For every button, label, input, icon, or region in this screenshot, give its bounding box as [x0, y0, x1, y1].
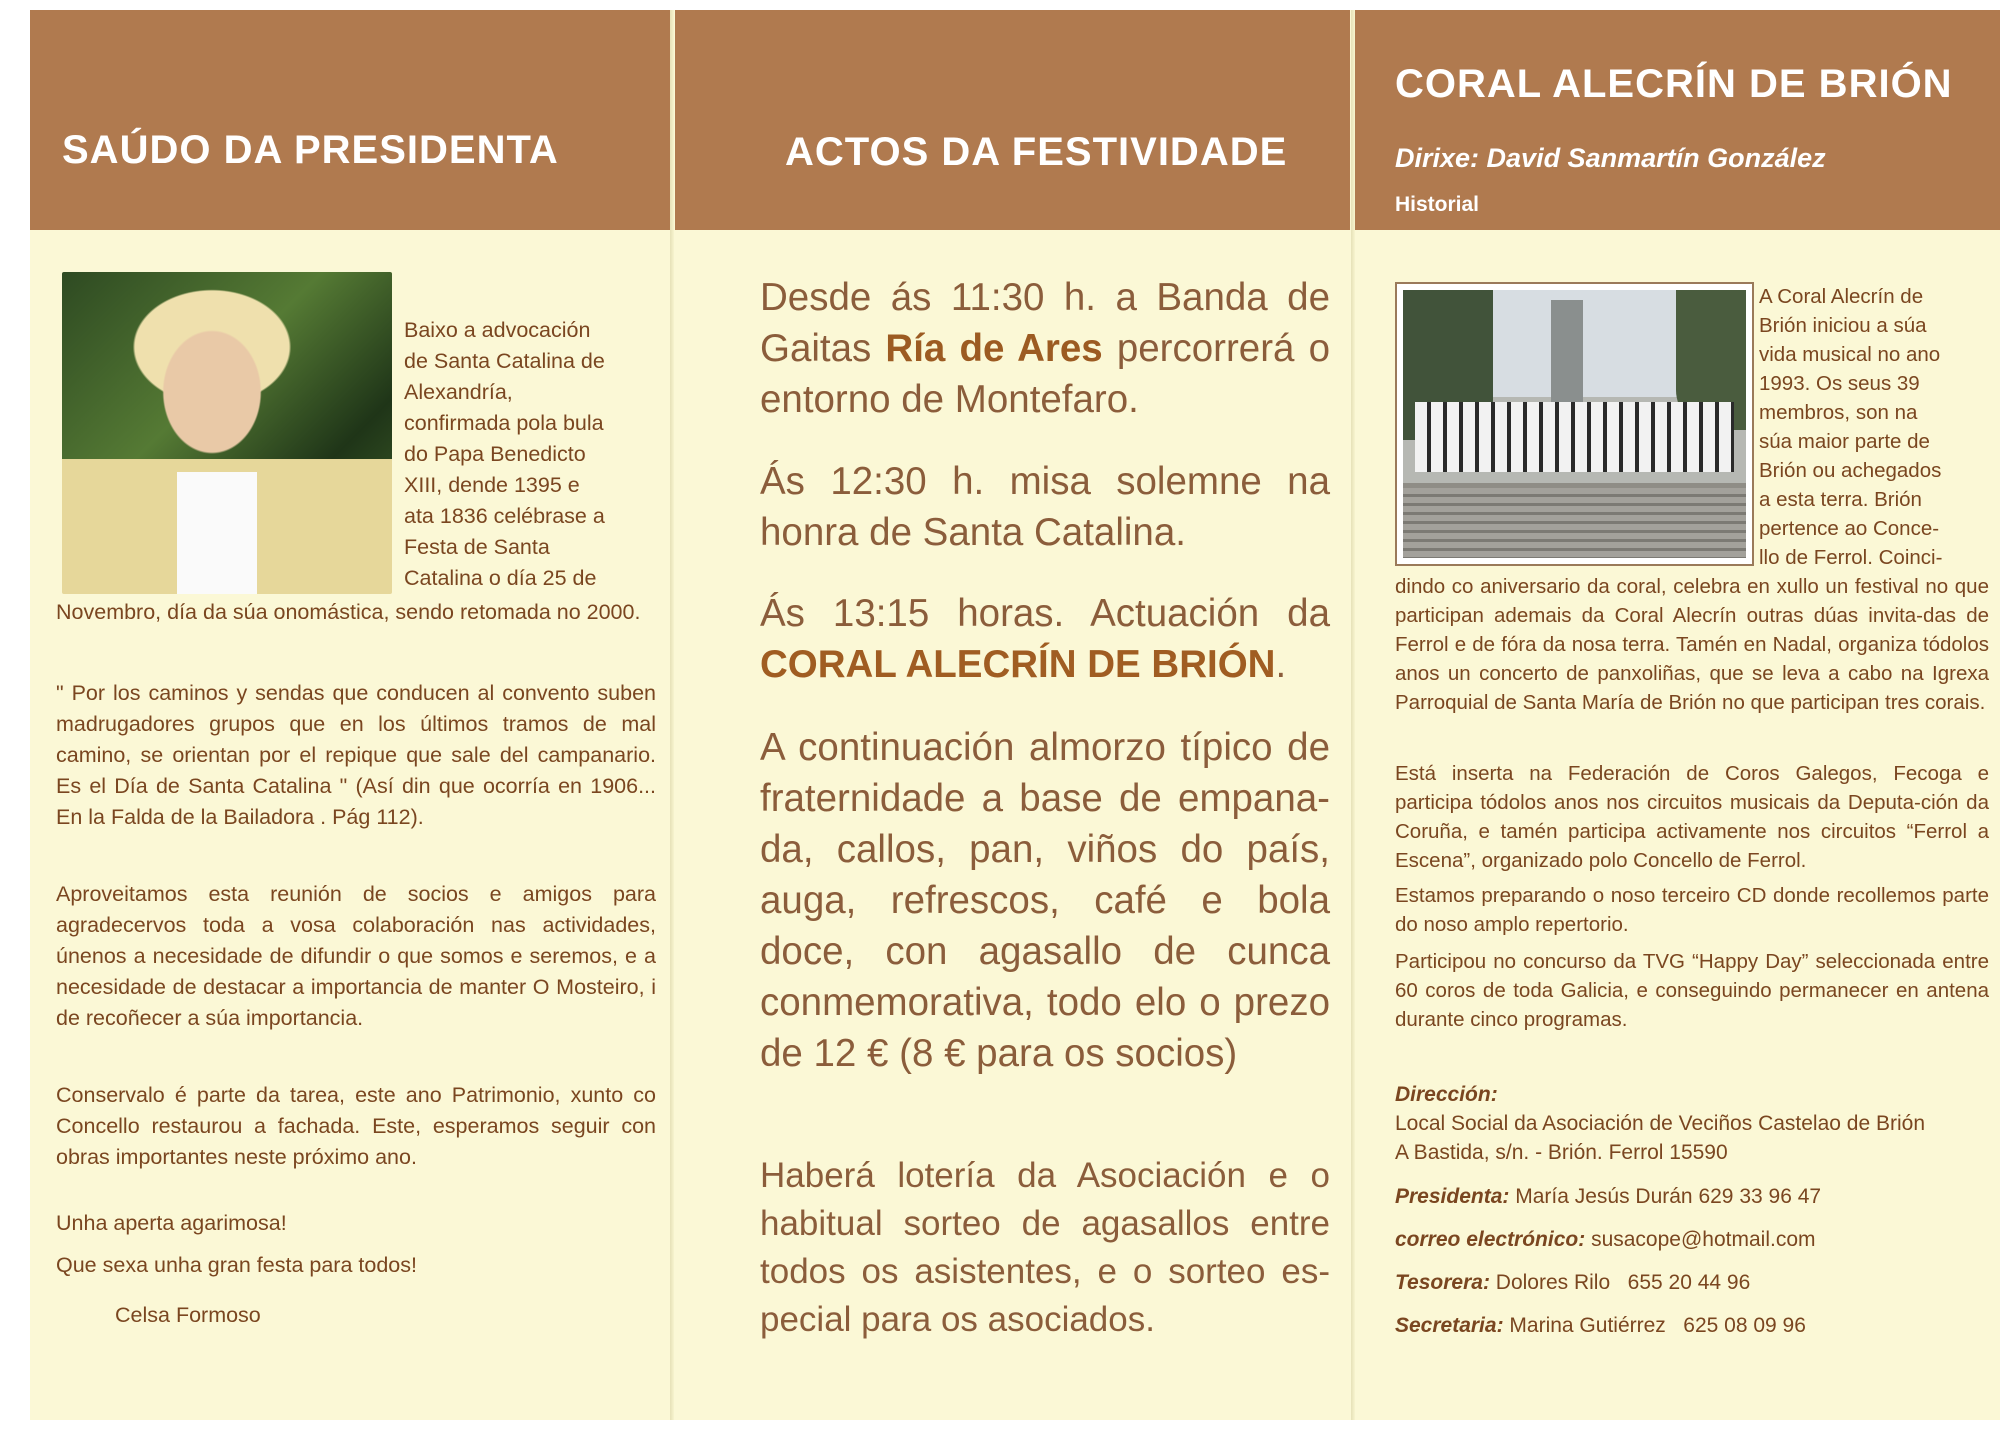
- president-photo: [62, 272, 392, 594]
- thanks-paragraph: Aproveitamos esta reunión de socios e amigos para agradecervos toda a vosa colaboración nas actividades, únenos a necesidade de difundir o que somos e seremos, e a necesidade de destacar a importancia de manter O Mosteiro, i de recoñecer a súa importancia.: [56, 882, 656, 1030]
- panel-title: ACTOS DA FESTIVIDADE: [785, 130, 1288, 174]
- director-line: Dirixe: David Sanmartín González: [1395, 143, 1826, 173]
- signature: Celsa Formoso: [115, 1303, 261, 1327]
- band-name: Ría de Ares: [885, 327, 1103, 370]
- brochure-sheet: [30, 10, 2000, 1420]
- history-paragraph-3: Estamos preparando o noso terceiro CD donde recollemos parte do noso amplo repertorio.: [1395, 884, 1989, 936]
- choir-photo: [1395, 282, 1754, 566]
- panel-president-greeting: [30, 10, 670, 1420]
- address-line-1: Local Social da Asociación de Veciños Castelao de Brión: [1395, 1112, 1926, 1135]
- act-lottery: Haberá lotería da Asociación e o habitual sorteo de agasallos entre todos os asistentes, e o sorteo es-pecial para os asociados.: [760, 1156, 1330, 1339]
- panel-choir: [1355, 10, 2000, 1420]
- header-band: [30, 10, 670, 230]
- panel-festivity-acts: [675, 10, 1350, 1420]
- address-label: Dirección:: [1395, 1083, 1498, 1106]
- email-link[interactable]: susacope@hotmail.com: [1585, 1228, 1816, 1251]
- header-band: [1355, 10, 2000, 230]
- conservation-paragraph: Conservalo é parte da tarea, este ano Patrimonio, xunto co Concello restaurou a fachada. Este, esperamos seguir con obras importantes neste próximo ano.: [56, 1083, 656, 1169]
- president-contact: Presidenta: María Jesús Durán 629 33 96 47: [1395, 1185, 1822, 1208]
- email-contact: correo electrónico: susacope@hotmail.com: [1395, 1228, 1816, 1251]
- panel-title: SAÚDO DA PRESIDENTA: [62, 128, 559, 172]
- history-paragraph-4: Participou no concurso da TVG “Happy Day” seleccionada entre 60 coros de toda Galicia, e conseguindo permanecer en antena durante cinco programas.: [1395, 950, 1989, 1031]
- act-lunch: A continuación almorzo típico de fraternidade a base de empana-da, callos, pan, viños do país, auga, refrescos, café e bola doce, con agasallo de cunca conmemorativa, todo elo o prezo de 12 € (8 € para os socios): [760, 726, 1330, 1075]
- closing-line-1: Unha aperta agarimosa!: [56, 1211, 287, 1235]
- act-mass: Ás 12:30 h. misa solemne na honra de Santa Catalina.: [760, 460, 1330, 554]
- choir-name: CORAL ALECRÍN DE BRIÓN: [760, 643, 1276, 686]
- section-label: Historial: [1395, 193, 1480, 216]
- panel-title: CORAL ALECRÍN DE BRIÓN: [1395, 62, 1953, 106]
- history-paragraph-2: Está inserta na Federación de Coros Galegos, Fecoga e participa tódolos anos nos circuitos musicais da Deputa-ción da Coruña, e tamén participa activamente nos circuitos “Ferrol a Escena”, organizado polo Concello de Ferrol.: [1395, 762, 1989, 872]
- history-side-text: A Coral Alecrín de Brión iniciou a súa vida musical no ano 1993. Os seus 39 membros, son na súa maior parte de Brión ou achegados a esta terra. Brión pertence ao Conce- llo de Ferrol. Coinci-: [1759, 285, 1943, 569]
- address-line-2: A Bastida, s/n. - Brión. Ferrol 15590: [1395, 1141, 1728, 1164]
- treasurer-contact: Tesorera: Dolores Rilo 655 20 44 96: [1395, 1271, 1751, 1294]
- header-band: [675, 10, 1350, 230]
- quote-paragraph: " Por los caminos y sendas que conducen al convento suben madrugadores grupos que en los últimos tramos de mal camino, se orientan por el repique que sale del campanario. Es el Día de Santa Catalina " (Así din que ocorría en 1906... En la Falda de la Bailadora . Pág 112).: [56, 681, 656, 829]
- secretary-contact: Secretaria: Marina Gutiérrez 625 08 09 96: [1395, 1314, 1806, 1337]
- history-paragraph-1: dindo co aniversario da coral, celebra en xullo un festival no que participan ademais da Coral Alecrín outras dúas invita-das de Ferrol e de fóra da nosa terra. Tamén en Nadal, organiza tódolos anos un concerto de panxoliñas, que se leva a cabo na Igrexa Parroquial de Santa María de Brión no que participan tres corais.: [1395, 575, 1989, 714]
- fold-line: [670, 10, 674, 1420]
- intro-text: Baixo a advocación de Santa Catalina de Alexandría, confirmada pola bula do Papa Benedicto XIII, dende 1395 e ata 1836 celébrase a Festa de Santa Catalina o día 25 de: [404, 318, 605, 590]
- closing-line-2: Que sexa unha gran festa para todos!: [56, 1253, 417, 1277]
- act-choir: Ás 13:15 horas. Actuación da CORAL ALECRÍN DE BRIÓN.: [760, 592, 1330, 686]
- act-bagpipes: Desde ás 11:30 h. a Banda de Gaitas Ría de Ares percorrerá o entorno de Montefaro.: [760, 276, 1330, 421]
- intro-continuation: Novembro, día da súa onomástica, sendo retomada no 2000.: [56, 600, 641, 624]
